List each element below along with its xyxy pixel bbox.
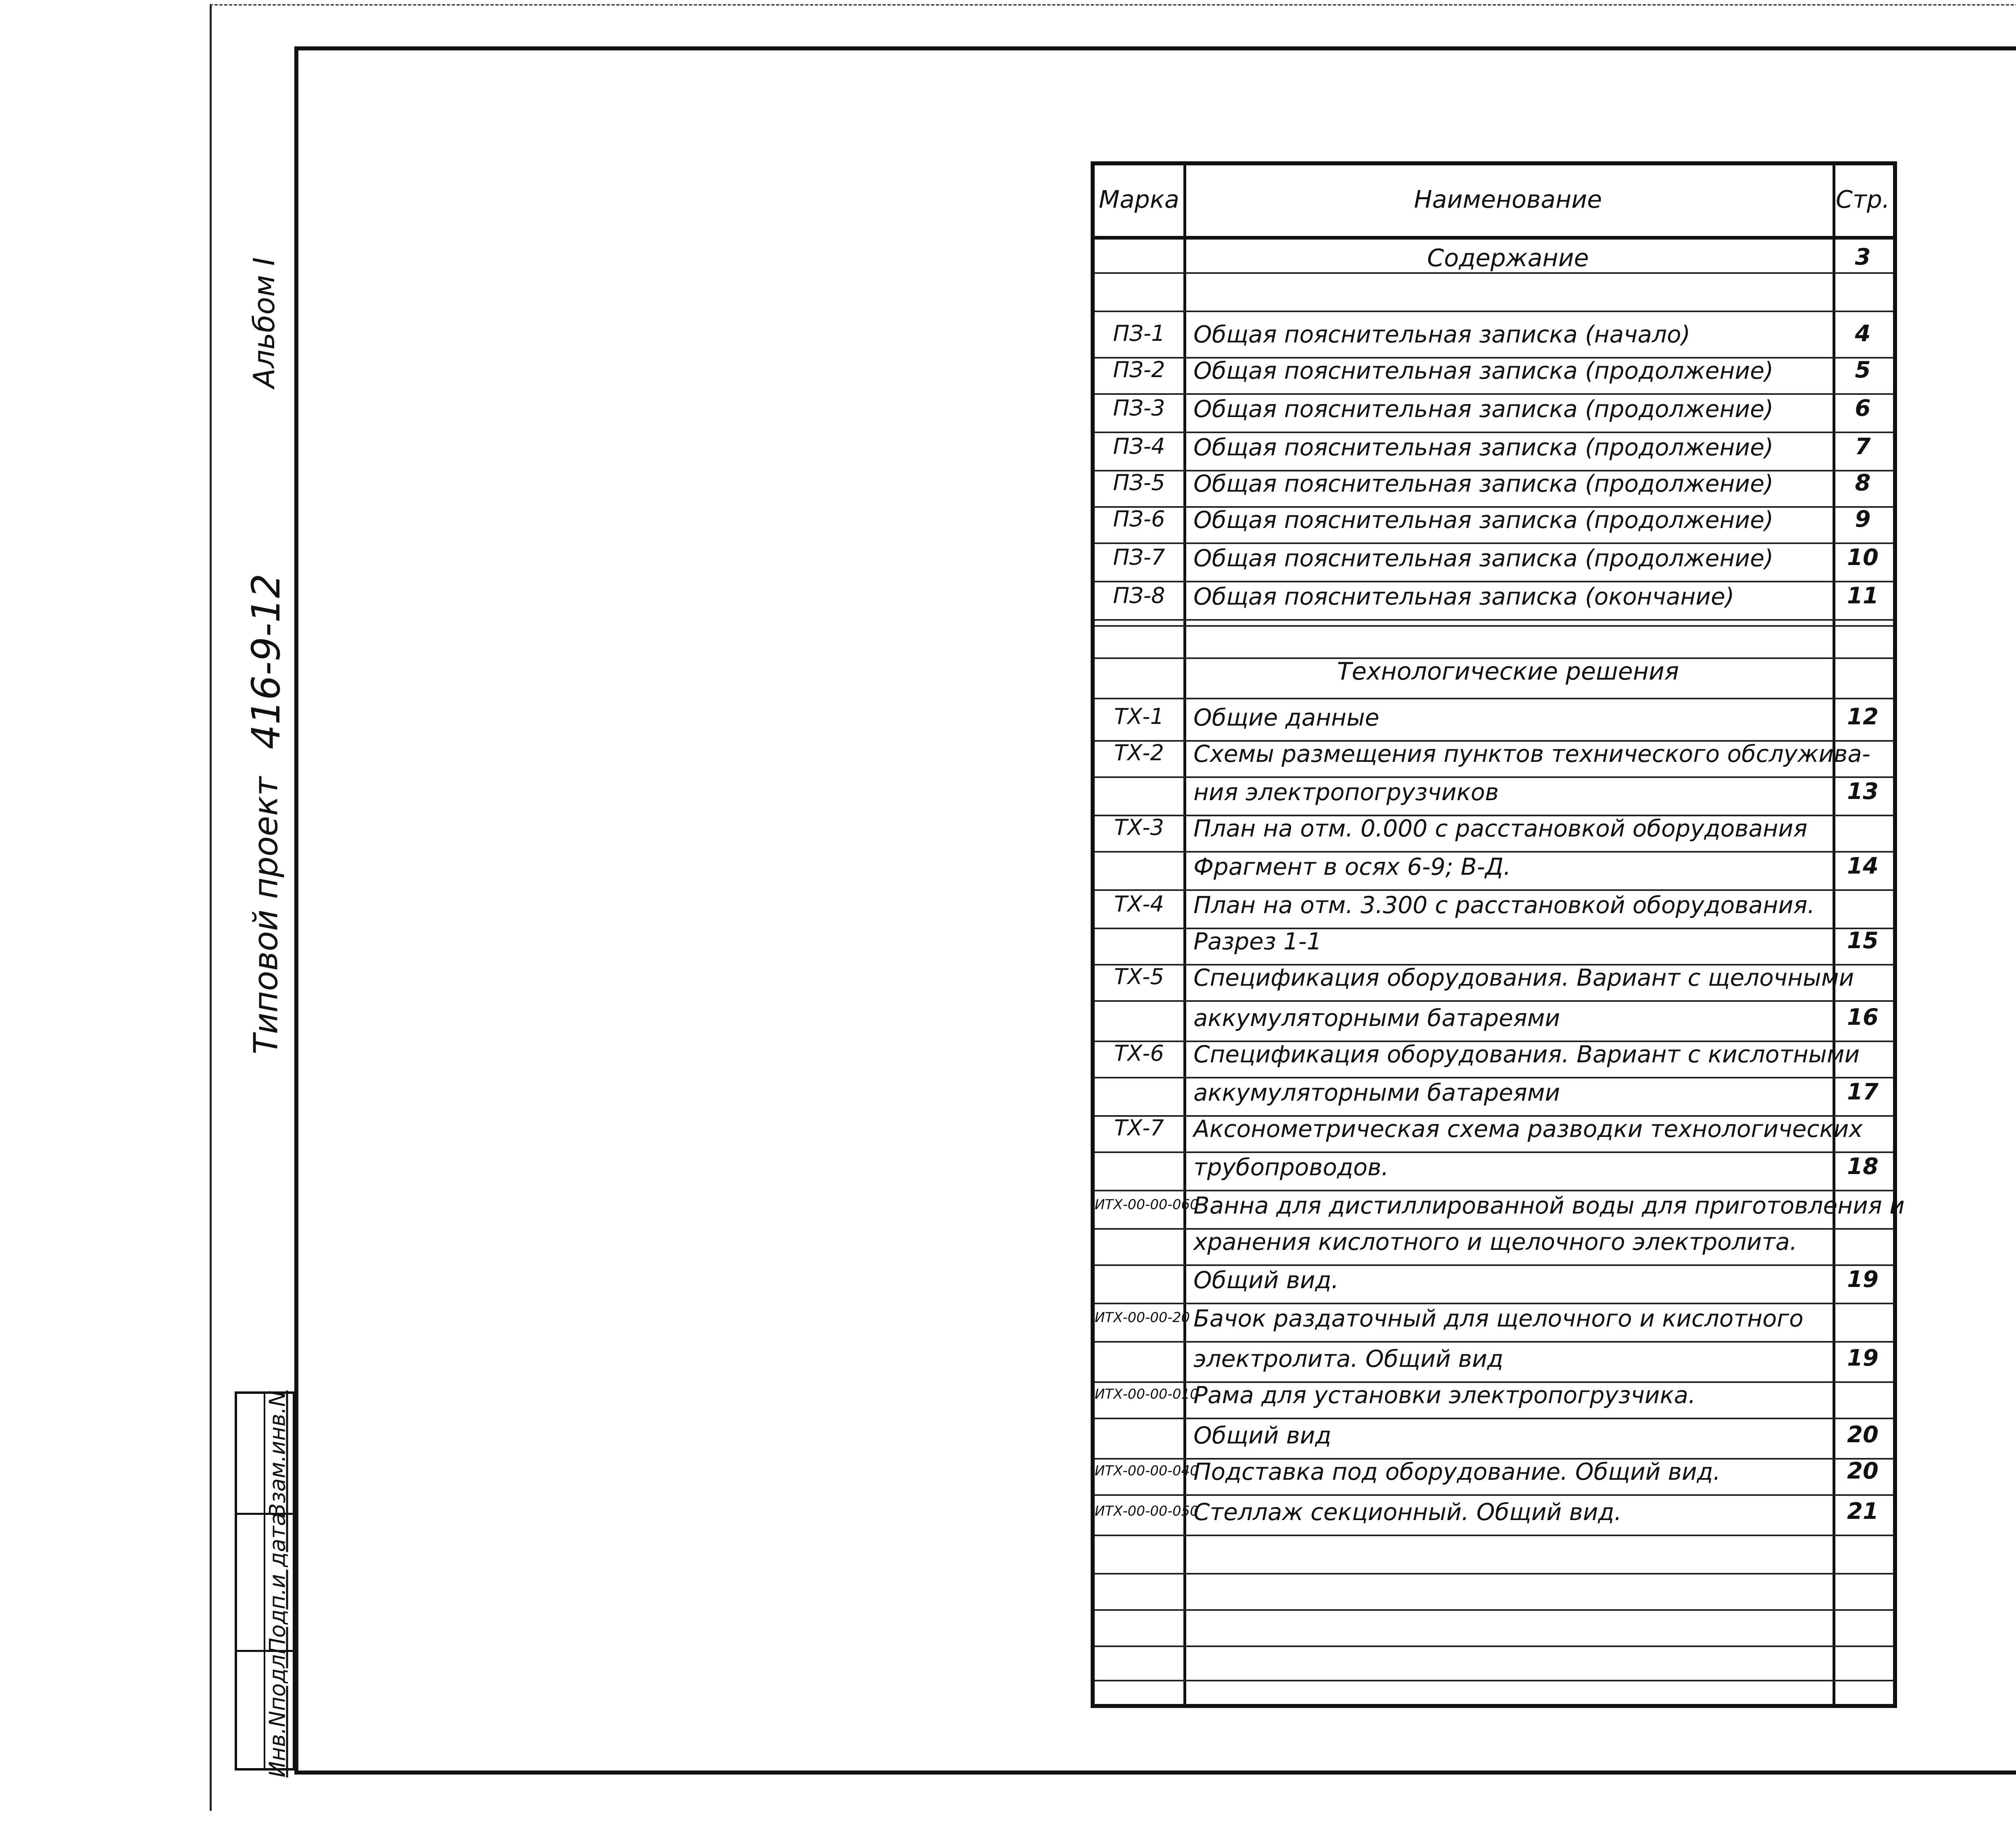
row-name: Спецификация оборудования. Вариант с щелочными [1193, 964, 1854, 991]
row-name: Ванна для дистиллированной воды для приготовления и [1193, 1192, 1905, 1219]
table-row-rule [1095, 1303, 1893, 1304]
row-name: Общая пояснительная записка (продолжение) [1193, 357, 1774, 384]
album-label: Альбом I [247, 257, 281, 388]
table-row-rule [1095, 1573, 1893, 1575]
table-row-rule [1095, 542, 1893, 544]
row-mark: ПЗ-8 [1113, 583, 1165, 608]
row-page: 12 [1847, 704, 1879, 730]
row-name: Общая пояснительная записка (продолжение) [1193, 395, 1774, 423]
table-row-rule [1095, 432, 1893, 433]
project-code: 416-9-12 [244, 574, 289, 749]
table-row-rule [1095, 698, 1893, 699]
row-name: Бачок раздаточный для щелочного и кислотного [1193, 1305, 1804, 1332]
signature-date-label: Подп.и дата [264, 1512, 290, 1654]
header-mark: Марка [1099, 186, 1179, 214]
row-name: Общая пояснительная записка (начало) [1193, 321, 1691, 348]
row-mark: ПЗ-3 [1113, 395, 1165, 421]
row-name: аккумуляторными батареями [1193, 1079, 1560, 1106]
table-row-rule [1095, 1151, 1893, 1153]
row-page: 19 [1847, 1266, 1879, 1293]
project-type: Типовой проект [247, 776, 285, 1055]
row-mark: ТХ-1 [1114, 704, 1164, 729]
table-row-rule [1095, 1494, 1893, 1496]
row-page: 11 [1847, 583, 1879, 609]
row-page: 5 [1855, 357, 1871, 383]
section-tech-title: Технологические решения [1337, 657, 1679, 686]
row-mark: ПЗ-5 [1113, 470, 1165, 495]
row-page: 15 [1847, 928, 1879, 954]
row-name: электролита. Общий вид [1193, 1345, 1504, 1372]
table-row-rule [1095, 1000, 1893, 1002]
table-row-rule [1095, 272, 1893, 274]
row-mark: ИТХ-00-00-050 [1095, 1503, 1199, 1519]
row-page: 17 [1847, 1079, 1879, 1105]
row-mark: ПЗ-4 [1113, 434, 1165, 459]
row-page: 8 [1855, 470, 1871, 496]
header-page: Стр. [1835, 186, 1890, 214]
inventory-number-label: Инв.Nподл. [264, 1647, 290, 1778]
table-row-rule [1095, 1077, 1893, 1078]
row-name: Аксонометрическая схема разводки технологических [1193, 1115, 1863, 1143]
row-name: Общие данные [1193, 704, 1379, 731]
replaces-inv-label: Взам.инв.N [264, 1390, 290, 1518]
section-contents-page: 3 [1855, 244, 1871, 270]
row-name: Подставка под оборудование. Общий вид. [1193, 1458, 1721, 1485]
table-row-rule [1095, 1609, 1893, 1611]
row-name: Общая пояснительная записка (окончание) [1193, 583, 1735, 610]
row-mark: ТХ-3 [1114, 815, 1164, 840]
row-mark: ТХ-4 [1114, 891, 1164, 917]
row-page: 13 [1847, 778, 1879, 805]
section-contents-title: Содержание [1427, 244, 1589, 272]
row-name: Спецификация оборудования. Вариант с кислотными [1193, 1041, 1860, 1068]
row-name: ния электропогрузчиков [1193, 778, 1499, 806]
table-row-rule [1095, 619, 1893, 621]
table-row-rule [1095, 657, 1893, 659]
row-page: 7 [1855, 434, 1871, 460]
row-name: План на отм. 0.000 с расстановкой оборудования [1193, 815, 1808, 842]
row-name: Стеллаж секционный. Общий вид. [1193, 1498, 1622, 1526]
table-row-rule [1095, 1680, 1893, 1681]
table-row-rule [1095, 1341, 1893, 1343]
row-name: Общая пояснительная записка (продолжение) [1193, 544, 1774, 572]
row-name: Рама для установки электропогрузчика. [1193, 1381, 1696, 1409]
row-page: 9 [1855, 506, 1871, 532]
row-name: Общий вид. [1193, 1266, 1339, 1294]
row-mark: ТХ-7 [1114, 1115, 1164, 1141]
table-row-rule [1095, 1418, 1893, 1419]
row-name: Разрез 1-1 [1193, 928, 1322, 955]
table-row-rule [1095, 1535, 1893, 1536]
row-page: 16 [1847, 1004, 1879, 1030]
table-row-rule [1095, 1645, 1893, 1647]
table-row-rule [1095, 1264, 1893, 1266]
row-mark: ПЗ-6 [1113, 506, 1165, 532]
row-mark: ТХ-5 [1114, 964, 1164, 989]
row-name: Схемы размещения пунктов технического обслужива- [1193, 740, 1870, 767]
table-row-rule [1095, 393, 1893, 395]
row-name: Общая пояснительная записка (продолжение) [1193, 506, 1774, 534]
row-name: Общая пояснительная записка (продолжение) [1193, 434, 1774, 461]
row-mark: ИТХ-00-00-010 [1095, 1386, 1199, 1402]
row-page: 21 [1847, 1498, 1879, 1525]
row-mark: ПЗ-7 [1113, 544, 1165, 570]
table-row-rule [1095, 311, 1893, 312]
row-mark: ИТХ-00-00-060 [1095, 1197, 1199, 1213]
contents-table [1091, 161, 1905, 1708]
row-name: аккумуляторными батареями [1193, 1004, 1560, 1032]
row-name: трубопроводов. [1193, 1153, 1389, 1181]
row-page: 20 [1847, 1422, 1879, 1448]
table-row-rule [1095, 776, 1893, 778]
row-mark: ТХ-6 [1114, 1041, 1164, 1066]
row-mark: ПЗ-1 [1113, 321, 1165, 346]
row-page: 4 [1855, 321, 1871, 347]
approval-stamp-strip [235, 1390, 295, 1778]
table-row-rule [1095, 889, 1893, 891]
table-row-rule [1095, 1190, 1893, 1191]
row-name: Фрагмент в осях 6-9; В-Д. [1193, 853, 1511, 880]
header-name: Наименование [1414, 186, 1602, 214]
row-name: План на отм. 3.300 с расстановкой оборудования. [1193, 891, 1815, 919]
row-page: 20 [1847, 1458, 1879, 1484]
row-page: 19 [1847, 1345, 1879, 1371]
row-mark: ТХ-2 [1114, 740, 1164, 765]
row-name: хранения кислотного и щелочного электролита. [1193, 1228, 1797, 1255]
table-row-rule [1095, 581, 1893, 582]
row-name: Общая пояснительная записка (продолжение) [1193, 470, 1774, 497]
row-page: 18 [1847, 1153, 1879, 1180]
table-row-rule [1095, 625, 1893, 627]
row-name: Общий вид [1193, 1422, 1331, 1449]
row-mark: ПЗ-2 [1113, 357, 1165, 382]
row-page: 6 [1855, 395, 1871, 421]
table-row-rule [1095, 851, 1893, 853]
row-mark: ИТХ-00-00-20 [1095, 1310, 1190, 1326]
row-page: 14 [1847, 853, 1879, 879]
row-page: 10 [1847, 544, 1879, 571]
row-mark: ИТХ-00-00-040 [1095, 1463, 1199, 1479]
